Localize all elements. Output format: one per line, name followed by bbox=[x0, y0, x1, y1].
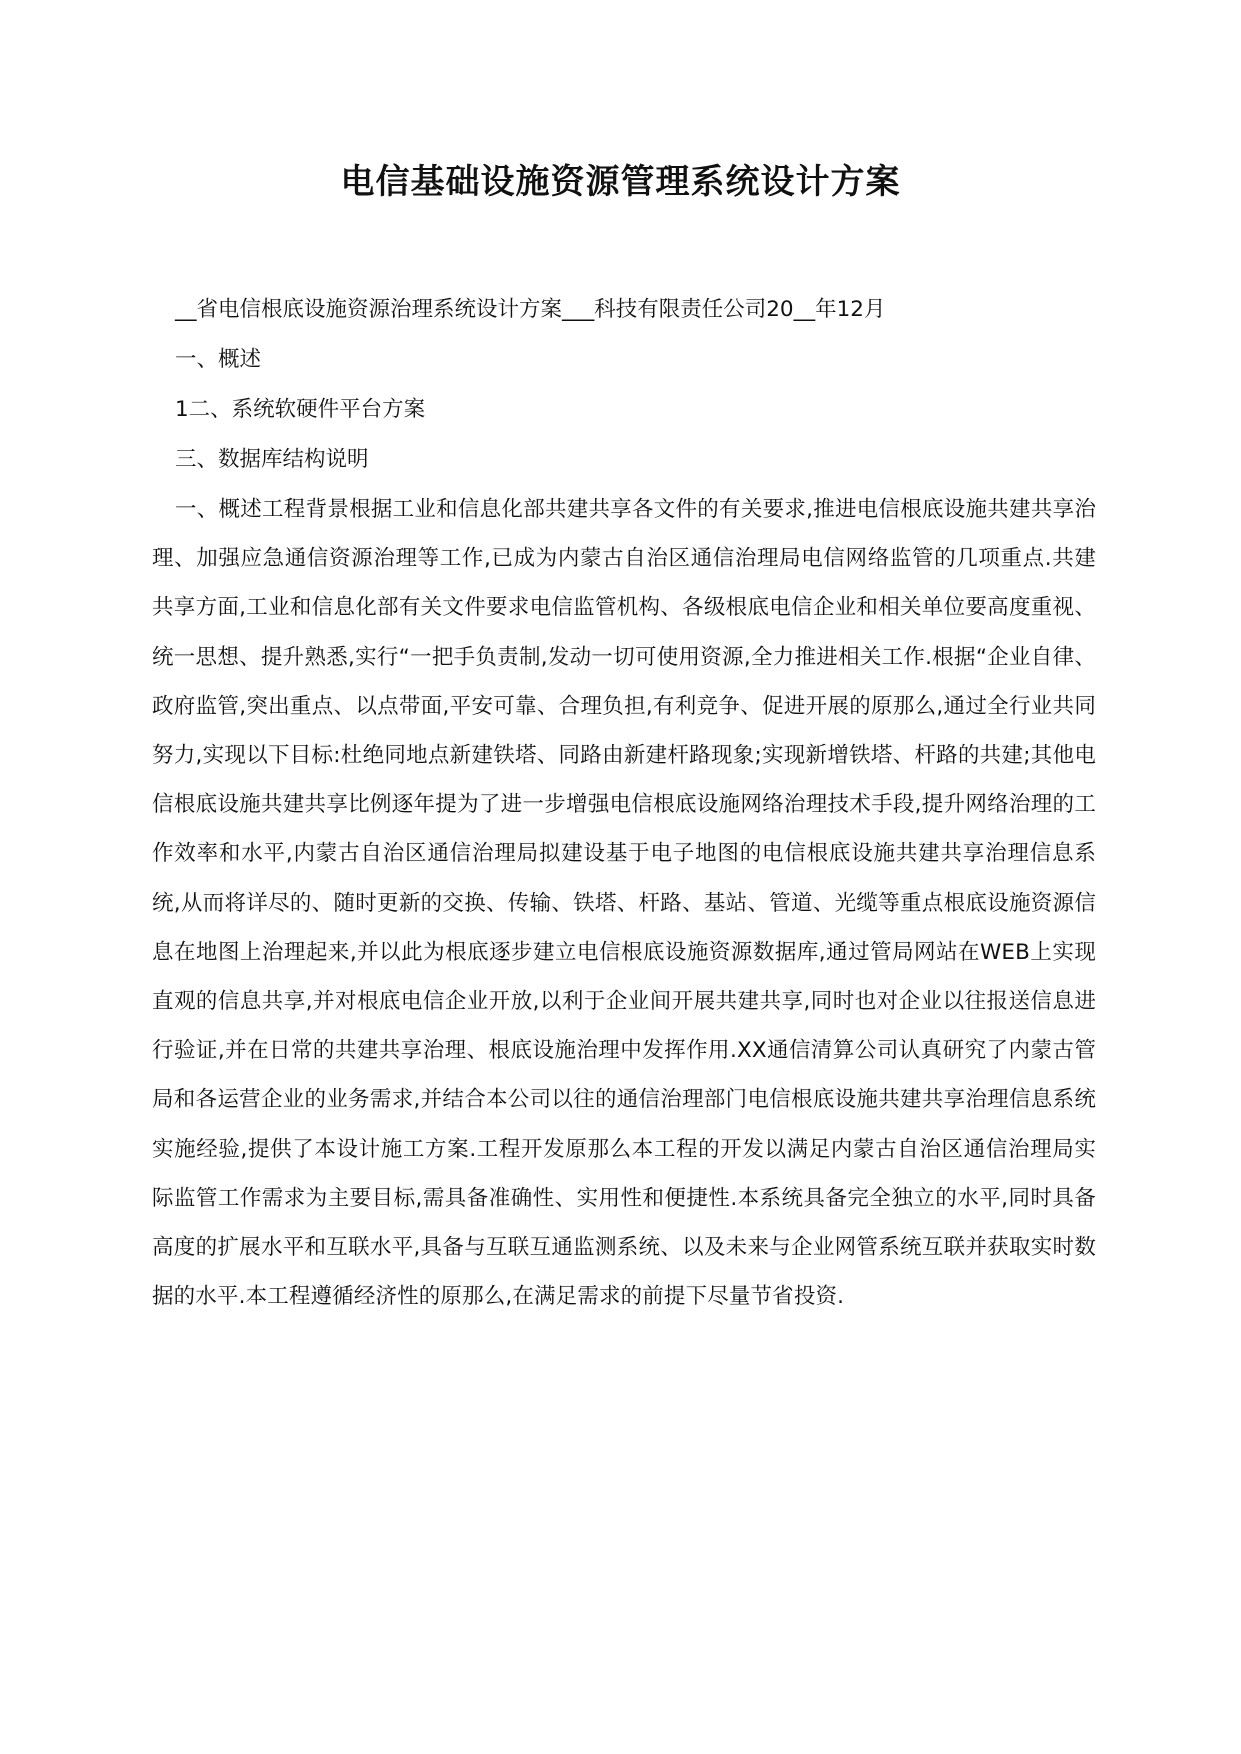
document-body bbox=[152, 285, 1096, 1321]
toc-item-database: 三、数据库结构说明 bbox=[175, 447, 369, 472]
subtitle-line: __省电信根底设施资源治理系统设计方案___科技有限责任公司20__年12月 bbox=[175, 297, 886, 322]
body-paragraph: 一、概述工程背景根据工业和信息化部共建共享各文件的有关要求,推进电信根底设施共建共享治理、加强应急通信资源治理等工作,已成为内蒙古自治区通信治理局电信网络监管的几项重点.共建共享方面,工业和信息化部有关文件要求电信监管机构、各级根底电信企业和相关单位要高度重视、统一思想、提升熟悉,实行“一把手负责制,发动一切可使用资源,全力推进相关工作.根据“企业自律、政府监管,突出重点、以点带面,平安可靠、合理负担,有利竞争、促进开展的原那么,通过全行业共同努力,实现以下目标:杜绝同地点新建铁塔、同路由新建杆路现象;实现新增铁塔、杆路的共建;其他电信根底设施共建共享比例逐年提为了进一步增强电信根底设施网络治理技术手段,提升网络治理的工作效率和水平,内蒙古自治区通信治理局拟建设基于电子地图的电信根底设施共建共享治理信息系统,从而将详尽的、随时更新的交换、传输、铁塔、杆路、基站、管道、光缆等重点根底设施资源信息在地图上治理起来,并以此为根底逐步建立电信根底设施资源数据库,通过管局网站在WEB上实现直观的信息共享,并对根底电信企业开放,以利于企业间开展共建共享,同时也对企业以往报送信息进行验证,并在日常的共建共享治理、根底设施治理中发挥作用.XX通信清算公司认真研究了内蒙古管局和各运营企业的业务需求,并结合本公司以往的通信治理部门电信根底设施共建共享治理信息系统实施经验,提供了本设计施工方案.工程开发原那么本工程的开发以满足内蒙古自治区通信治理局实际监管工作需求为主要目标,需具备准确性、实用性和便捷性.本系统具备完全独立的水平,同时具备高度的扩展水平和互联水平,具备与互联互通监测系统、以及未来与企业网管系统互联并获取实时数据的水平.本工程遵循经济性的原那么,在满足需求的前提下尽量节省投资. bbox=[152, 497, 1096, 1310]
document-title: 电信基础设施资源管理系统设计方案 bbox=[340, 162, 901, 202]
toc-item-platform: 1二、系统软硬件平台方案 bbox=[175, 397, 426, 422]
toc-item-overview: 一、概述 bbox=[175, 347, 262, 372]
